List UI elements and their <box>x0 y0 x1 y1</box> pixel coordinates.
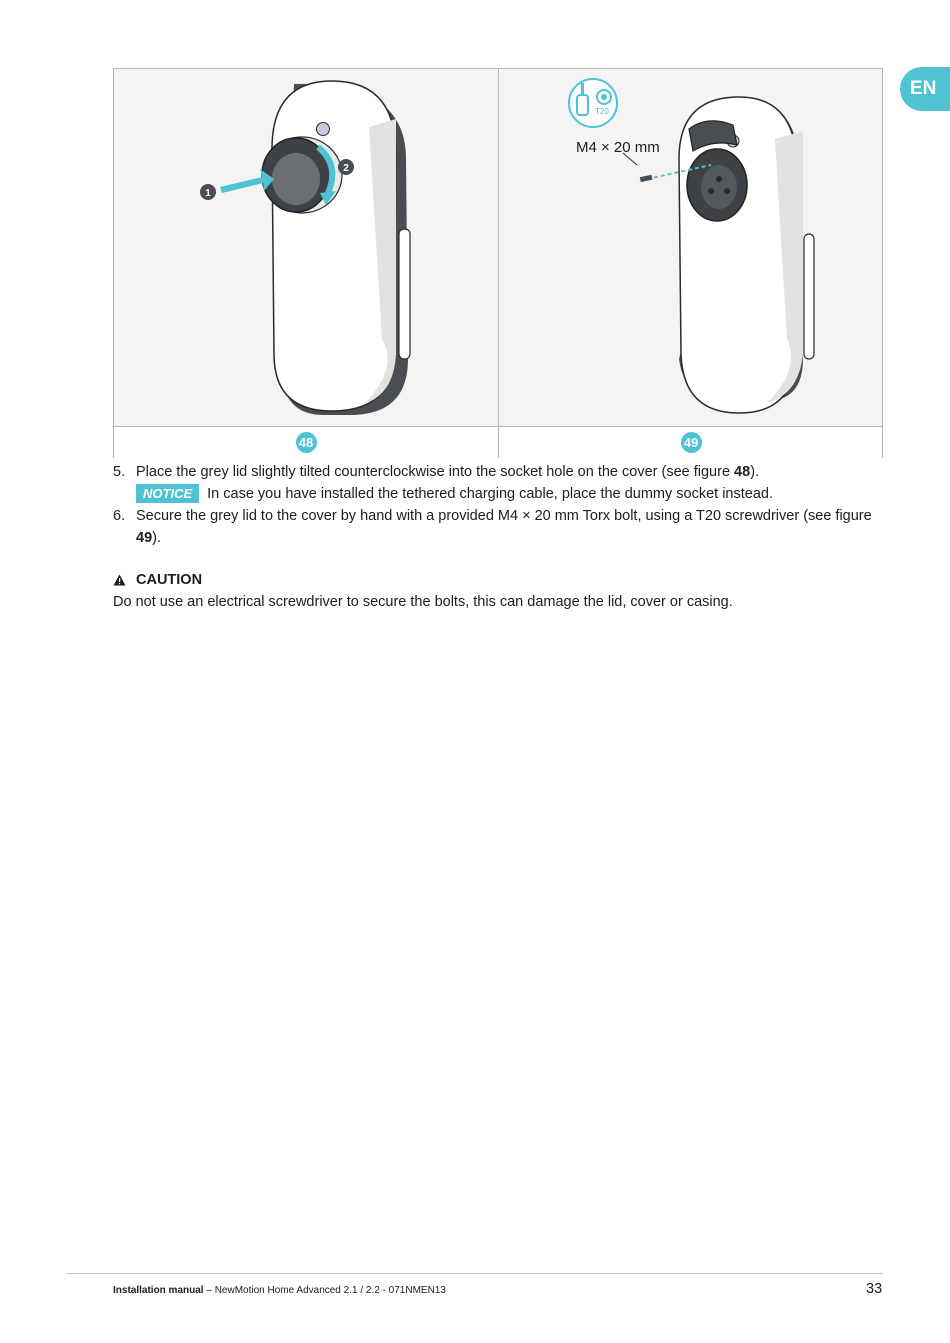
figure-caption-row <box>114 426 882 458</box>
instruction-steps <box>113 461 883 549</box>
figure-48-illustration <box>114 69 499 426</box>
svg-text:2: 2 <box>343 163 349 174</box>
step-text-end: ). <box>750 464 760 480</box>
footer-text <box>113 1285 446 1296</box>
callout-2 <box>338 159 354 175</box>
step-6 <box>113 505 883 549</box>
figure-reference: 49 <box>136 530 153 546</box>
figure-number-badge: 48 <box>296 432 317 453</box>
tool-size-label: T20 <box>595 107 609 116</box>
notice-tag: NOTICE <box>136 484 199 503</box>
warning-icon <box>113 574 126 586</box>
figure-table <box>113 68 883 458</box>
callout-1 <box>200 184 216 200</box>
figure-48-caption <box>114 427 499 458</box>
step-number: 6. <box>113 508 126 524</box>
caution-title: CAUTION <box>136 572 203 588</box>
page-number: 33 <box>866 1281 883 1297</box>
caution-text: Do not use an electrical screwdriver to secure the bolts, this can damage the lid, cover or casing. <box>113 594 733 610</box>
footer-divider <box>67 1273 883 1274</box>
step-text-end: ). <box>152 530 161 546</box>
language-tab: EN <box>900 67 950 111</box>
figure-reference: 48 <box>734 464 751 480</box>
svg-text:1: 1 <box>205 188 211 199</box>
notice-block <box>113 483 883 505</box>
figure-49-caption <box>499 427 883 458</box>
figure-49-illustration <box>499 69 883 426</box>
notice-text: In case you have installed the tethered charging cable, place the dummy socket instead. <box>207 486 773 502</box>
step-text: Secure the grey lid to the cover by hand with a provided M4 × 20 mm Torx bolt, using a T20 screwdriver (see figure <box>136 508 872 524</box>
footer-title: Installation manual <box>113 1285 204 1296</box>
caution-heading <box>113 569 883 591</box>
figure-number-badge: 49 <box>681 432 702 453</box>
footer-subtitle: – NewMotion Home Advanced 2.1 / 2.2 - 071NMEN13 <box>203 1285 446 1296</box>
step-5 <box>113 461 883 483</box>
bolt-size-label: M4 × 20 mm <box>576 139 660 156</box>
t20-screwdriver-icon <box>569 79 617 127</box>
step-text: Place the grey lid slightly tilted counterclockwise into the socket hole on the cover (see figure <box>136 464 735 480</box>
step-number: 5. <box>113 464 126 480</box>
caution-block <box>113 569 883 613</box>
